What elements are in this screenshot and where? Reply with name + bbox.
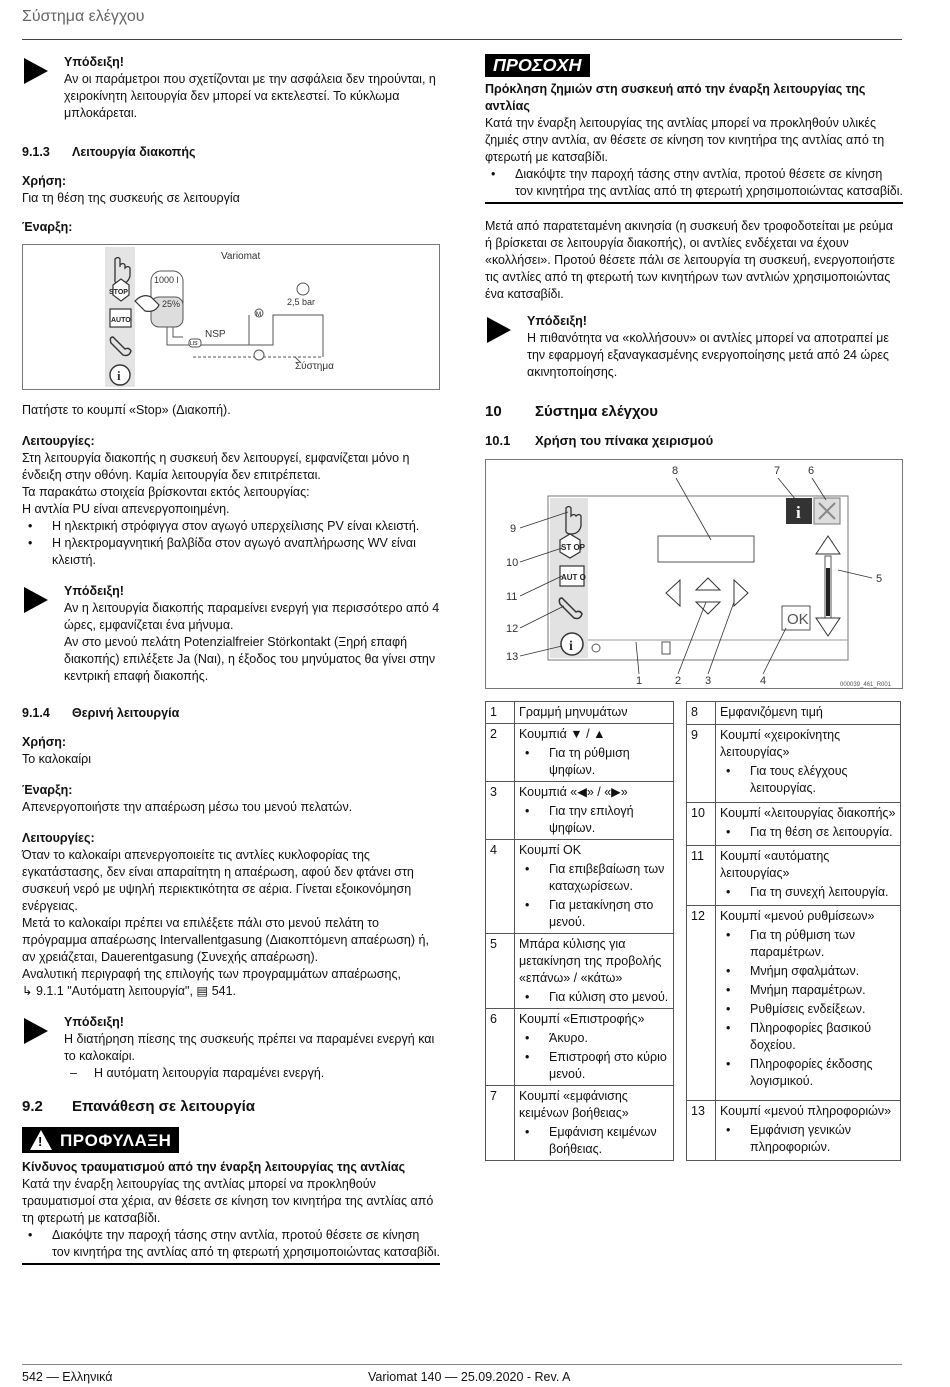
footer-doc: Variomat 140 — 25.09.2020 - Rev. A (368, 1370, 571, 1384)
note-3: Υπόδειξη! Η διατήρηση πίεσης της συσκευής πρέπει να παραμένει ενεργή και το καλοκαίρι. – Η αυτόματη λειτουργία παραμένει ενεργή. (22, 1014, 440, 1082)
list-item: • Για κύλιση στο μενού. (519, 989, 669, 1006)
svg-text:12: 12 (506, 623, 519, 635)
left-column: Υπόδειξη! Αν οι παράμετροι που σχετίζονται με την ασφάλεια δεν τηρούνται, η χειροκίνητη λειτουργία δεν μπορεί να εκτελεστεί. Το κύκλωμα μπλοκάρεται. 9.1.3 Λειτουργία διακοπής Χρήση: Για τη θέση της συσκευής σε λειτουργία Έναρξη: Variomat STOP AUTO i 1000 l 25% M LIS 2,5 bar NSP Σύστημα Πατήστε το κουμπί «Stop» (Διακοπή). Λειτουργίες: Στη λειτουργία διακοπής η συσκευή δεν λειτουργεί, εμφανίζεται μόνο η ένδειξη στην οθόνη. Καμία λειτουργία δεν επιτρέπεται. Τα παρακάτω στοιχεία βρίσκονται εκτός λειτουργίας: Η αντλία PU είναι απενεργοποιημένη. • Η ηλεκτρική στρόφιγγα στον αγωγό υπερχείλισης PV είναι κλειστή. • Η ηλεκτρομαγνητική βαλβίδα στον αγωγό αναπλήρωσης WV είναι κλειστή. Υπόδειξη! Αν η λειτουργία διακοπής παραμείνει ενεργή για περισσότερο από 4 ώρες, εμφανίζεται ένα μήνυμα. Αν στο μενού πελάτη Potenzialfreier Störkontakt (Ξηρή επαφή διακοπής) επιλέξετε Ja (Ναι), η έξοδος του μηνύματος θα γίνει στην κεντρική επαφή διακοπής. 9.1.4 Θερινή λειτουργία Χρήση: Το καλοκαίρι Έναρξη: Απενεργοποιήστε την απαέρωση μέσω του μενού πελατών. Λειτουργίες: Όταν το καλοκαίρι απενεργοποιείτε τις αντλίες κυκλοφορίας της εγκατάστασης, δεν είναι απαραίτητη η απαέρωση, αφού δεν φτάνει στη συσκευή νερό με υψηλή περιεκτικότητα σε αέρια. Γίνεται εξοικονόμηση ενέργειας. Μετά το καλοκαίρι πρέπει να επιλέξετε πάλι στο μενού πελάτη το πρόγραμμα απαέρωσης Intervallentgasung (Διακοπτόμενη απαέρωση) ή, αν χρειάζεται, Dauerentgasung (Συνεχής απαέρωση). Αναλυτική περιγραφή της επιλογής των προγραμμάτων απαέρωσης, ↳ 9.1.1 "Αυτόματη λειτουργία", ▤ 541. Υπόδειξη! Η διατήρηση πίεσης της συσκευής πρέπει να παραμένει ενεργή και το καλοκαίρι. – Η αυτόματη λειτουργία παραμένει ενεργή. 9.2 Επανάθεση σε λειτουργία ! ΠΡΟΦΥΛΑΞΗ Κίνδυνος τραυματισμού από την έναρξη λειτουργίας της αντλίας Κατά την έναρξη λειτουργίας της αντλίας μπορεί να προκληθούν τραυματισμοί στα χέρια, αν θέσετε σε κίνηση τον κινητήρα της αντλίας από τη φτερωτή με κατσαβίδι. • Διακόψτε την παροχή τάσης στην αντλία, προτού θέσετε σε κίνηση τον κινητήρα της αντλίας από τη φτερωτή χρησιμοποιώντας κατσαβίδι. (22, 54, 440, 1265)
list-item: • Η ηλεκτρομαγνητική βαλβίδα στον αγωγό αναπλήρωσης WV είναι κλειστή. (22, 535, 440, 569)
list-item: • Για μετακίνηση στο μενού. (519, 897, 669, 931)
svg-text:ST OP: ST OP (561, 543, 586, 552)
table-row: 12 Κουμπί «μενού ρυθμίσεων» • Για τη ρύθμιση των παραμέτρων. • Μνήμη σφαλμάτων. • Μνήμη παραμέτρων. • Ρυθμίσεις ενδείξεων. • Πληροφορίες βασικού δοχείου. • Πληροφορίες έκδοσης λογισμικού. (687, 905, 901, 1100)
diagram-title: Variomat (221, 251, 261, 262)
func-text-1: Στη λειτουργία διακοπής η συσκευή δεν λειτουργεί, εμφανίζεται μόνο η ένδειξη στην οθόνη. Καμία λειτουργία δεν επιτρέπεται. (22, 451, 410, 482)
svg-text:AUT O: AUT O (561, 573, 586, 582)
attention-label: ΠΡΟΣΟΧΗ (485, 54, 590, 77)
footer-page: 542 — Ελληνικά (22, 1370, 113, 1384)
list-item: • Εμφάνιση κειμένων βοήθειας. (519, 1124, 669, 1158)
svg-text:5: 5 (876, 573, 883, 585)
section-10: 10 Σύστημα ελέγχου (485, 403, 658, 420)
use-label: Χρήση: (22, 174, 67, 188)
list-item: • Για τη θέση σε λειτουργία. (720, 824, 896, 841)
svg-text:13: 13 (506, 651, 519, 663)
list-item: • Μνήμη παραμέτρων. (720, 982, 896, 999)
attention-block: ΠΡΟΣΟΧΗ Πρόκληση ζημιών στη συσκευή από την έναρξη λειτουργίας της αντλίας Κατά την έναρξη λειτουργίας της αντλίας μπορεί να προκληθούν υλικές ζημιές στην αντλία, αν θέσετε σε κίνηση τον κινητήρα της αντλίας από τη φτερωτή με κατσαβίδι. • Διακόψτε την παροχή τάσης στην αντλία, προτού θέσετε σε κίνηση τον κινητήρα της αντλίας από τη φτερωτή χρησιμοποιώντας κατσαβίδι. (485, 54, 903, 204)
table-row: 8 Εμφανιζόμενη τιμή (687, 702, 901, 725)
start-label: Έναρξη: (22, 220, 73, 234)
table-row: 1 Γραμμή μηνυμάτων (486, 702, 674, 724)
table-row: 6 Κουμπί «Επιστροφής» • Άκυρο. • Επιστροφή στο κύριο μενού. (486, 1009, 674, 1086)
svg-text:LIS: LIS (190, 341, 198, 347)
table-row: 13 Κουμπί «μενού πληροφοριών» • Εμφάνιση γενικών πληροφοριών. (687, 1100, 901, 1160)
list-item: • Για τη συνεχή λειτουργία. (720, 884, 896, 901)
table-row: 9 Κουμπί «χειροκίνητης λειτουργίας» • Για τους ελέγχους λειτουργίας. (687, 724, 901, 802)
list-item: • Επιστροφή στο κύριο μενού. (519, 1049, 669, 1083)
note-2: Υπόδειξη! Αν η λειτουργία διακοπής παραμείνει ενεργή για περισσότερο από 4 ώρες, εμφανίζεται ένα μήνυμα. Αν στο μενού πελάτη Potenzialfreier Störkontakt (Ξηρή επαφή διακοπής) επιλέξετε Ja (Ναι), η έξοδος του μηνύματος θα γίνει στην κεντρική επαφή διακοπής. (22, 583, 440, 685)
svg-text:10: 10 (506, 557, 519, 569)
note-text: Αν οι παράμετροι που σχετίζονται με την ασφάλεια δεν τηρούνται, η χειροκίνητη λειτουργία δεν μπορεί να εκτελεστεί. Το κύκλωμα μπλοκάρεται. (64, 72, 436, 120)
start-text: Πατήστε το κουμπί «Stop» (Διακοπή). (22, 403, 231, 417)
caution-label: ! ΠΡΟΦΥΛΑΞΗ (22, 1127, 179, 1153)
list-item: • Η ηλεκτρική στρόφιγγα στον αγωγό υπερχείλισης PV είναι κλειστή. (22, 518, 440, 535)
table-row: 5 Μπάρα κύλισης για μετακίνηση της προβολής «επάνω» / «κάτω» • Για κύλιση στο μενού. (486, 934, 674, 1009)
footer-rule (22, 1364, 902, 1365)
svg-text:OK: OK (787, 611, 809, 628)
auto-button-icon (110, 309, 131, 327)
list-item: • Πληροφορίες βασικού δοχείου. (720, 1020, 896, 1054)
svg-text:9: 9 (510, 523, 517, 535)
section-10-1: 10.1 Χρήση του πίνακα χειρισμού (485, 433, 714, 448)
svg-text:M: M (256, 312, 261, 318)
tank-level: 25% (162, 299, 181, 309)
list-item: • Για επιβεβαίωση των καταχωρίσεων. (519, 861, 669, 895)
svg-text:3: 3 (705, 675, 712, 687)
svg-text:NSP: NSP (205, 329, 226, 340)
svg-text:i: i (796, 503, 801, 522)
list-item: • Άκυρο. (519, 1030, 669, 1047)
svg-text:2: 2 (675, 675, 682, 687)
svg-text:4: 4 (760, 675, 767, 687)
control-panel-figure (485, 459, 903, 689)
legend-tables (485, 701, 903, 1161)
stop-mode-figure (22, 244, 440, 390)
table-row: 10 Κουμπί «λειτουργίας διακοπής» • Για τη θέση σε λειτουργία. (687, 802, 901, 845)
svg-text:6: 6 (808, 465, 815, 477)
control-panel-diagram (486, 460, 902, 688)
table-row: 3 Κουμπιά «◀» / «▶» • Για την επιλογή ψηφίων. (486, 782, 674, 840)
info-icon (110, 365, 130, 385)
caution-block: ! ΠΡΟΦΥΛΑΞΗ Κίνδυνος τραυματισμού από την έναρξη λειτουργίας της αντλίας Κατά την έναρξη λειτουργίας της αντλίας μπορεί να προκληθούν τραυματισμοί στα χέρια, αν θέσετε σε κίνηση τον κινητήρα της αντλίας από τη φτερωτή με κατσαβίδι. • Διακόψτε την παροχή τάσης στην αντλία, προτού θέσετε σε κίνηση τον κινητήρα της αντλίας από τη φτερωτή χρησιμοποιώντας κατσαβίδι. (22, 1127, 440, 1265)
note-arrow-icon (487, 317, 511, 343)
list-item: • Μνήμη σφαλμάτων. (720, 963, 896, 980)
right-column (485, 54, 903, 1161)
variomat-diagram (23, 245, 439, 389)
svg-text:8: 8 (672, 465, 679, 477)
svg-text:1: 1 (636, 675, 643, 687)
section-9-1-4: 9.1.4 Θερινή λειτουργία (22, 706, 180, 720)
list-item: • Για την επιλογή ψηφίων. (519, 803, 669, 837)
pressure-value: 2,5 bar (287, 297, 316, 307)
list-item: • Για τη ρύθμιση ψηφίων. (519, 745, 669, 779)
func-label: Λειτουργίες: (22, 434, 95, 448)
list-item: • Για τους ελέγχους λειτουργίας. (720, 763, 896, 797)
table-row: 4 Κουμπί OK • Για επιβεβαίωση των καταχωρίσεων. • Για μετακίνηση στο μενού. (486, 840, 674, 934)
section-9-1-3: 9.1.3 Λειτουργία διακοπής (22, 145, 196, 159)
note-1 (22, 54, 440, 122)
note-arrow-icon (24, 58, 48, 84)
warning-triangle-icon: ! (30, 1130, 52, 1150)
note-title: Υπόδειξη! (64, 55, 124, 69)
legend-table-left (485, 701, 674, 1161)
paragraph: Μετά από παρατεταμένη ακινησία (η συσκευή δεν τροφοδοτείται με ρεύμα ή βρίσκεται σε λειτουργία διακοπής), οι αντλίες ενδέχεται να έχουν «κολλήσει». Προτού θέσετε πάλι σε λειτουργία τη συσκευή, ενεργοποιήστε τις αντλίες από τη φτερωτή των κινητήρων των αντλιών χρησιμοποιώντας ένα κατσαβίδι. (485, 219, 895, 301)
func-text-2: Τα παρακάτω στοιχεία βρίσκονται εκτός λειτουργίας: (22, 485, 310, 499)
table-row: 7 Κουμπί «εμφάνισης κειμένων βοήθειας» • Εμφάνιση κειμένων βοήθειας. (486, 1086, 674, 1161)
figure-code: 000039_461_R001 (840, 682, 892, 688)
note-arrow-icon (24, 587, 48, 613)
use-text: Για τη θέση της συσκευής σε λειτουργία (22, 191, 240, 205)
page-header: Σύστημα ελέγχου (22, 8, 145, 25)
section-9-2: 9.2 Επανάθεση σε λειτουργία (22, 1098, 256, 1115)
cross-reference-link[interactable]: ↳ 9.1.1 "Αυτόματη λειτουργία", ▤ 541. (22, 984, 237, 998)
func-text-3: Η αντλία PU είναι απενεργοποιημένη. (22, 502, 230, 516)
svg-text:i: i (117, 368, 121, 383)
header-rule (22, 39, 902, 40)
table-row: 11 Κουμπί «αυτόματης λειτουργίας» • Για τη συνεχή λειτουργία. (687, 845, 901, 905)
note-arrow-icon (24, 1018, 48, 1044)
func-bullets (22, 518, 440, 569)
list-item: • Πληροφορίες έκδοσης λογισμικού. (720, 1056, 896, 1090)
system-label: Σύστημα (295, 361, 334, 372)
svg-text:i: i (569, 639, 573, 654)
svg-text:AUTO: AUTO (111, 317, 131, 324)
tank-volume: 1000 l (154, 275, 179, 285)
list-item: • Ρυθμίσεις ενδείξεων. (720, 1001, 896, 1018)
note-right: Υπόδειξη! Η πιθανότητα να «κολλήσουν» οι αντλίες μπορεί να αποτραπεί με την εφαρμογή εξαναγκασμένης ενεργοποίησης μετά από 24 ώρες ακινητοποίησης. (485, 313, 903, 381)
svg-text:7: 7 (774, 465, 781, 477)
table-row: 2 Κουμπιά ▼ / ▲ • Για τη ρύθμιση ψηφίων. (486, 724, 674, 782)
svg-text:11: 11 (506, 591, 518, 603)
svg-text:STOP: STOP (109, 289, 128, 296)
list-item: • Για τη ρύθμιση των παραμέτρων. (720, 927, 896, 961)
list-item: • Εμφάνιση γενικών πληροφοριών. (720, 1122, 896, 1156)
legend-table-right (686, 701, 901, 1161)
